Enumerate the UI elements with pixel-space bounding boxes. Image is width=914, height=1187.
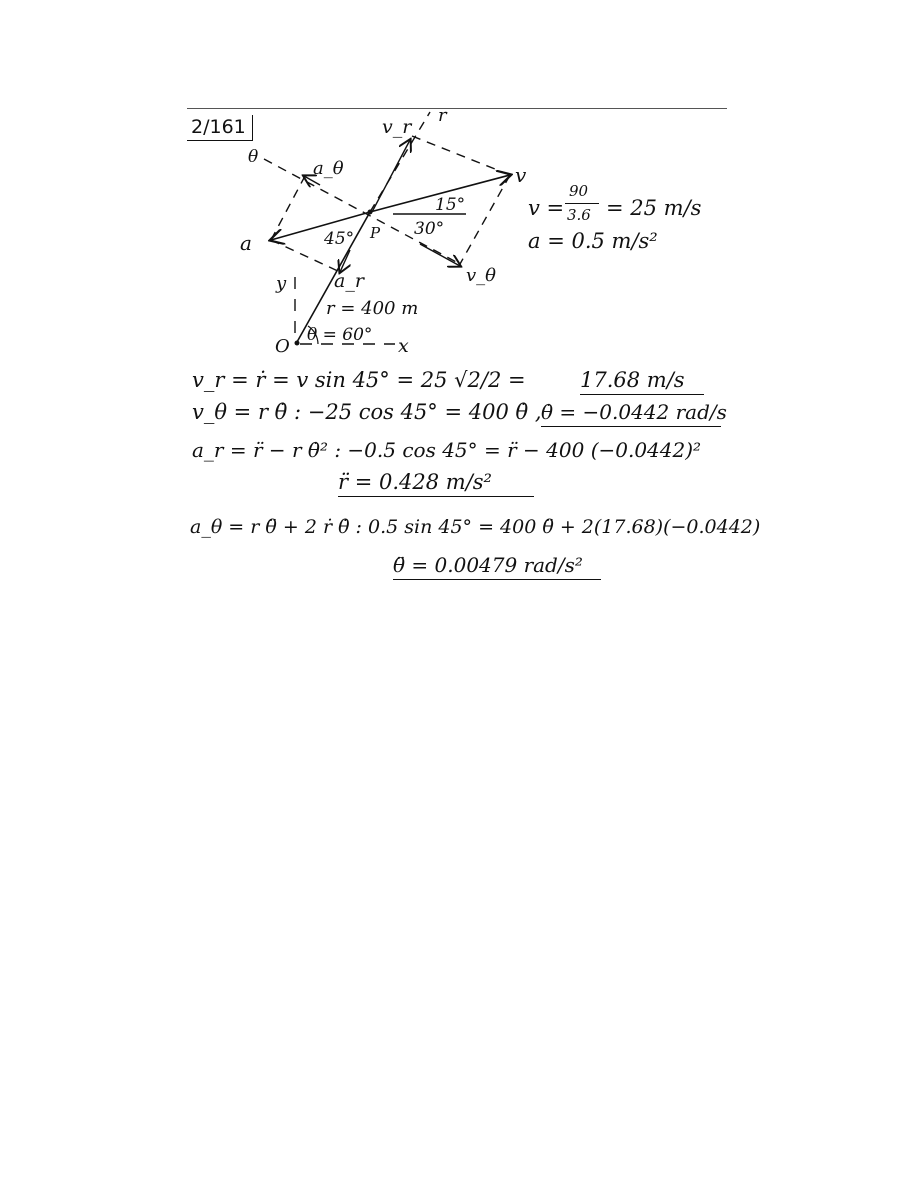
given-v-numerator: 90 — [569, 182, 589, 200]
point-p — [368, 210, 373, 215]
a-r-arrow — [340, 250, 350, 272]
label-angle-30: 30° — [414, 219, 445, 239]
problem-number: 2/161 — [187, 115, 253, 141]
label-x-axis: x — [398, 335, 409, 357]
solution-line-3: a_r = r̈ − r θ̇² : −0.5 cos 45° = r̈ − 400 (−0.0442)² — [192, 438, 702, 462]
v-theta-arrow — [420, 244, 460, 266]
a-arrow — [271, 212, 370, 240]
solution-line-5: a_θ = r θ̈ + 2 ṙ θ̇ : 0.5 sin 45° = 400 θ̈ + 2(17.68)(−0.0442) — [190, 516, 761, 538]
solution-theta-dot-result: θ̇ = −0.0442 rad/s — [541, 400, 721, 427]
label-theta-value: θ = 60° — [307, 325, 373, 345]
solution-theta-ddot-result: θ̈ = 0.00479 rad/s² — [393, 553, 601, 580]
solution-line-1: v_r = ṙ = v sin 45° = 25 √2/2 = — [192, 368, 526, 392]
a-component-dashed-1 — [271, 176, 305, 240]
given-a-line: a = 0.5 m/s² — [528, 229, 658, 253]
vector-diagram — [0, 0, 914, 380]
label-origin: O — [275, 336, 290, 357]
solution-line-2: v_θ = r θ̇ : −25 cos 45° = 400 θ̇ , — [192, 400, 542, 424]
label-a: a — [240, 231, 252, 255]
given-v-denominator: 3.6 — [567, 206, 591, 224]
v-component-dashed-2 — [460, 175, 510, 264]
label-theta-axis: θ — [248, 147, 259, 167]
label-r-axis: r — [438, 105, 447, 126]
solution-r-ddot-result: r̈ = 0.428 m/s² — [338, 470, 534, 497]
origin-point — [295, 341, 300, 346]
solution-v-r-result: 17.68 m/s — [580, 368, 704, 395]
label-v-r: v_r — [382, 116, 412, 138]
v-r-arrow — [372, 140, 410, 212]
label-point-p: P — [370, 224, 381, 242]
given-v-prefix: v = — [528, 196, 565, 220]
label-v: v — [515, 163, 527, 187]
theta-axis-dashed — [264, 159, 460, 264]
label-y-axis: y — [276, 273, 287, 294]
given-v-fraction-bar — [565, 203, 599, 204]
label-a-r: a_r — [334, 270, 364, 292]
label-v-theta: v_θ — [466, 265, 497, 286]
label-a-theta: a_θ — [313, 158, 344, 179]
label-r-value: r = 400 m — [326, 298, 419, 319]
v-component-dashed-1 — [412, 136, 510, 175]
label-angle-45: 45° — [324, 229, 355, 249]
label-angle-15: 15° — [435, 195, 466, 215]
given-v-result: = 25 m/s — [606, 196, 702, 220]
